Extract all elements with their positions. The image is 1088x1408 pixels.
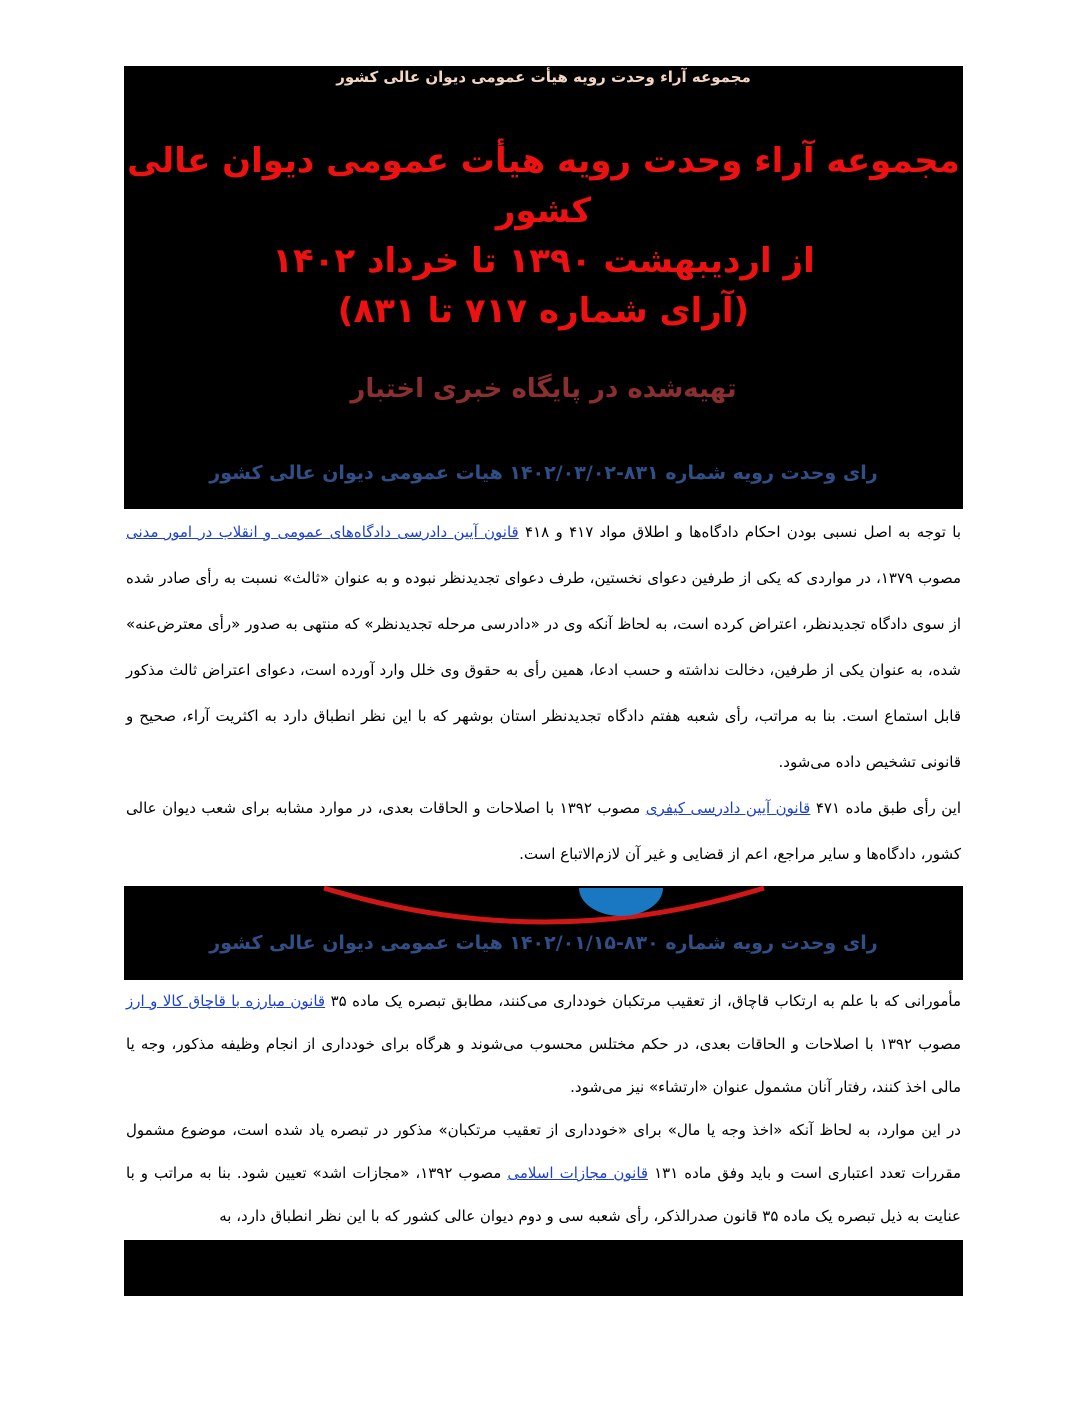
ruling-831-paragraph-2: این رأی طبق ماده ۴۷۱ قانون آیین دادرسی کیفری مصوب ۱۳۹۲ با اصلاحات و الحاقات بعدی، در موارد مشابه برای شعب دیوان عالی کشور، دادگاه‌ها و سایر مراجع، اعم از قضایی و غیر آن لازم‌الاتباع است. — [126, 799, 961, 863]
ruling-830-paragraph-1: مأمورانی که با علم به ارتکاب قاچاق، از تعقیب مرتکبان خودداری می‌کنند، مطابق تبصره یک ماده ۳۵ قانون مبارزه با قاچاق کالا و ارز مصوب ۱۳۹۲ با اصلاحات و الحاقات بعدی، در حکم مختلس محسوب می‌شوند و هرگاه برای خودداری از انجام وظیفه مذکور، وجه یا مالی اخذ کنند، رفتار آنان مشمول عنوان «ارتشاء» نیز می‌شود. — [126, 992, 962, 1096]
cover-title-line-1: مجموعه آراء وحدت رویه هیأت عمومی دیوان عالی کشور — [127, 141, 960, 231]
cover-title-line-2: از اردیبهشت ۱۳۹۰ تا خرداد ۱۴۰۲ — [272, 241, 815, 281]
cover-title-line-3: (آرای شماره ۷۱۷ تا ۸۳۱) — [337, 291, 750, 331]
ruling-831-paragraph-1: با توجه به اصل نسبی بودن احکام دادگاه‌ها و اطلاق مواد ۴۱۷ و ۴۱۸ قانون آیین دادرسی دادگاه‌های عمومی و انقلاب در امور مدنی مصوب ۱۳۷۹، در مواردی که یکی از طرفین دعوای نخستین، طرف دعوای تجدیدنظر نبوده و به عنوان «ثالث» نسبت به رأی صادر شده از سوی دادگاه تجدیدنظر، اعتراض کرده است، به لحاظ آنکه وی در «دادرسی مرحله تجدیدنظر» که منتهی به صدور «رأی معترض‌عنه» شده، به عنوان یکی از طرفین، دخالت نداشته و حسب ادعا، همین رأی به حقوق وی خلل وارد آورده است، دعوای اعتراض ثالث مذکور قابل استماع است. بنا به مراتب، رأی شعبه هفتم دادگاه تجدیدنظر استان بوشهر که با این نظر انطباق دارد به اکثریت آراء، صحیح و قانونی تشخیص داده می‌شود. — [126, 523, 961, 771]
ruling-831-text — [124, 509, 963, 886]
running-header: مجموعه آراء وحدت رویه هیأت عمومی دیوان عالی کشور — [336, 68, 751, 86]
criminal-procedure-law-link[interactable]: قانون آیین دادرسی کیفری — [645, 799, 811, 817]
civil-procedure-law-link[interactable]: قانون آیین دادرسی دادگاه‌های عمومی و انقلاب در امور مدنی — [126, 523, 519, 541]
ruling-830-paragraph-2: در این موارد، به لحاظ آنکه «اخذ وجه یا مال» برای «خودداری از تعقیب مرتکبان» مذکور در تبصره یاد شده است، موضوع مشمول مقررات تعدد اعتباری است و باید وفق ماده ۱۳۱ قانون مجازات اسلامی مصوب ۱۳۹۲، «مجازات اشد» تعیین شود. بنا به مراتب و با عنایت به ذیل تبصره یک ماده ۳۵ قانون صدرالذکر، رأی شعبه سی و دوم دیوان عالی کشور که با این نظر انطباق دارد، به — [126, 1121, 961, 1225]
islamic-penal-code-link[interactable]: قانون مجازات اسلامی — [507, 1164, 649, 1182]
watermark-fragment — [314, 886, 774, 926]
cover-subtitle: تهیه‌شده در پایگاه خبری اختبار — [350, 374, 737, 404]
document-page — [124, 66, 963, 1296]
ruling-831-heading: رای وحدت رویه شماره ۸۳۱-۱۴۰۲/۰۳/۰۲ هیات عمومی دیوان عالی کشور — [209, 462, 878, 484]
ruling-830-text — [124, 980, 963, 1240]
anti-smuggling-law-link[interactable]: قانون مبارزه با قاچاق کالا و ارز — [126, 992, 326, 1010]
ruling-830-heading: رای وحدت رویه شماره ۸۳۰-۱۴۰۲/۰۱/۱۵ هیات عمومی دیوان عالی کشور — [209, 932, 878, 954]
cover-block — [124, 136, 963, 404]
